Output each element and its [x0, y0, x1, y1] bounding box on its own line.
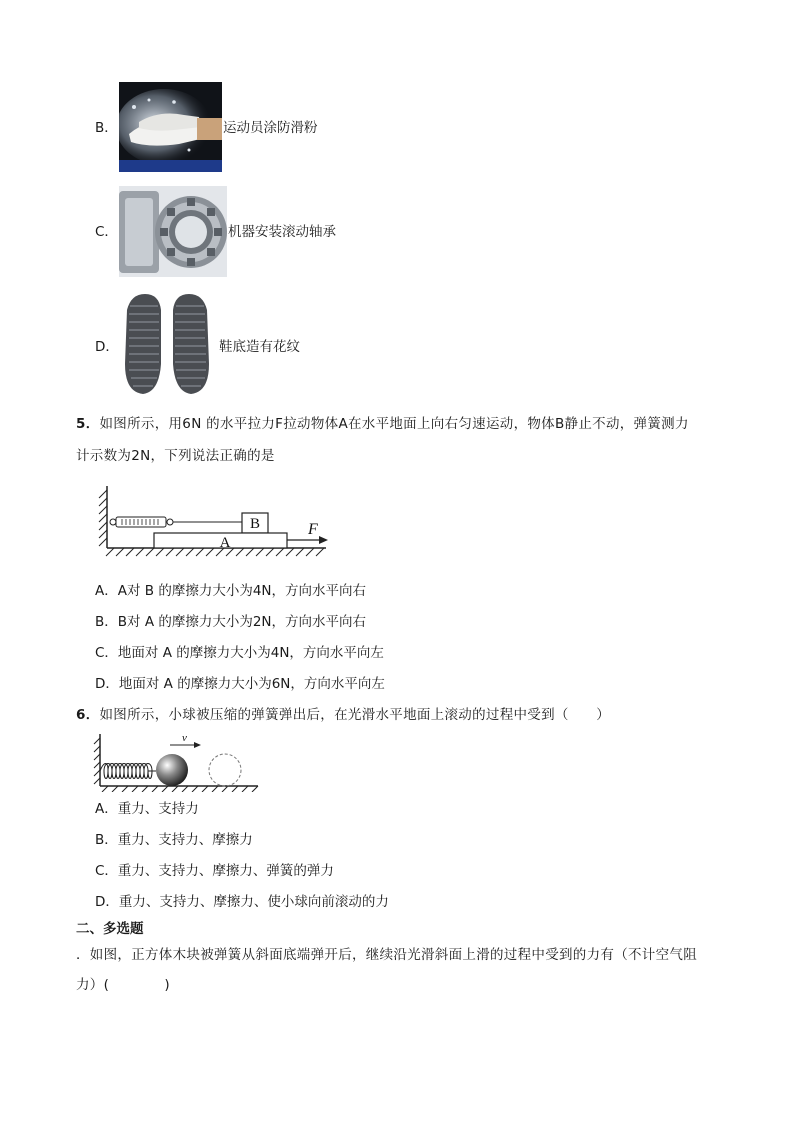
q5-option-b: B．B对 A 的摩擦力大小为2N，方向水平向右 — [95, 614, 367, 630]
q6-number: 6． — [76, 707, 100, 723]
option-b-letter: B． — [95, 120, 118, 136]
q5-stem-line2: 计示数为2N，下列说法正确的是 — [76, 448, 275, 464]
gloves-chalk-photo — [119, 82, 222, 172]
shoe-sole-photo — [119, 292, 215, 398]
label-v: v — [182, 732, 187, 744]
q6-option-b: B．重力、支持力、摩擦力 — [95, 832, 253, 848]
q6-option-d: D．重力、支持力、摩擦力、使小球向前滚动的力 — [95, 894, 389, 910]
label-a: A — [219, 535, 231, 551]
q5-figure — [94, 482, 334, 562]
q5-option-d: D．地面对 A 的摩擦力大小为6N，方向水平向左 — [95, 676, 385, 692]
q5-option-c: C．地面对 A 的摩擦力大小为4N，方向水平向左 — [95, 645, 384, 661]
option-d-letter: D． — [95, 339, 119, 355]
q6-stem: 6．如图所示，小球被压缩的弹簧弹出后，在光滑水平地面上滚动的过程中受到（ ） — [76, 707, 611, 723]
q5-option-a: A．A对 B 的摩擦力大小为4N，方向水平向右 — [95, 583, 367, 599]
option-d-text: 鞋底造有花纹 — [219, 339, 300, 355]
option-c-text: 机器安装滚动轴承 — [228, 224, 336, 240]
q6-option-c: C．重力、支持力、摩擦力、弹簧的弹力 — [95, 863, 334, 879]
q5-number: 5． — [76, 416, 100, 432]
label-f: F — [308, 521, 318, 538]
option-c-letter: C． — [95, 224, 118, 240]
q6-option-a: A．重力、支持力 — [95, 801, 199, 817]
section2-title: 二、多选题 — [76, 921, 144, 937]
roller-bearing-photo — [119, 186, 227, 277]
q5-stem-line1: 5．如图所示，用6N 的水平拉力F拉动物体A在水平地面上向右匀速运动，物体B静止不动，弹簧测力 — [76, 416, 689, 432]
section2-q-line1: ．如图，正方体木块被弹簧从斜面底端弹开后，继续沿光滑斜面上滑的过程中受到的力有（不计空气阻 — [76, 947, 697, 963]
label-b: B — [249, 516, 261, 532]
section2-q-line2: 力）( ) — [76, 977, 170, 993]
q6-figure — [92, 730, 262, 792]
option-b-text: 运动员涂防滑粉 — [223, 120, 318, 136]
